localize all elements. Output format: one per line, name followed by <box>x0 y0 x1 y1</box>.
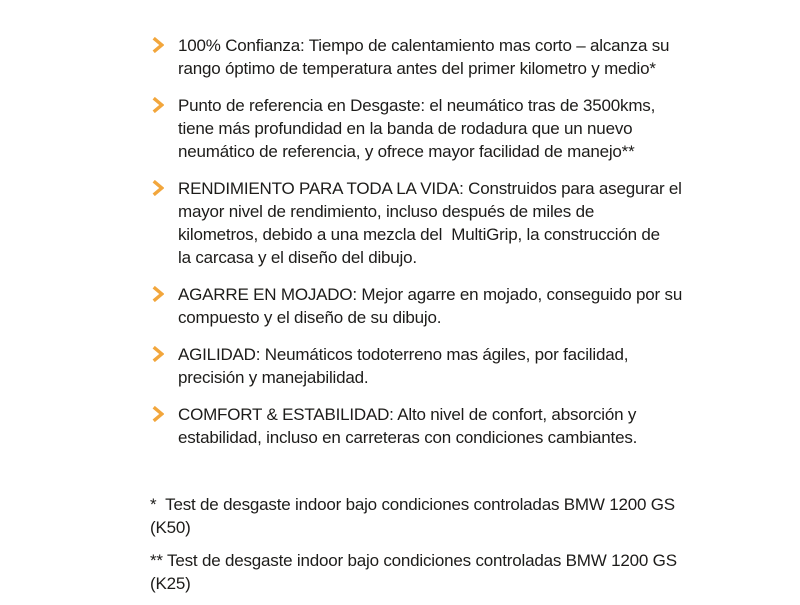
footnotes-section <box>150 493 770 595</box>
text-line: tiene más profundidad en la banda de rodadura que un nuevo <box>178 119 633 138</box>
footnote-text <box>150 493 770 539</box>
text-line: * Test de desgaste indoor bajo condiciones controladas BMW 1200 GS <box>150 495 675 514</box>
text-line: AGARRE EN MOJADO: Mejor agarre en mojado, conseguido por su <box>178 285 683 304</box>
list-item <box>152 177 770 269</box>
chevron-right-icon <box>152 97 164 113</box>
list-item <box>152 283 770 329</box>
text-line: compuesto y el diseño de su dibujo. <box>178 308 442 327</box>
text-line: ** Test de desgaste indoor bajo condiciones controladas BMW 1200 GS <box>150 551 677 570</box>
text-line: (K25) <box>150 574 191 593</box>
list-item <box>152 343 770 389</box>
bullet-text <box>178 94 655 163</box>
text-line: la carcasa y el diseño del dibujo. <box>178 248 417 267</box>
text-line: estabilidad, incluso en carreteras con condiciones cambiantes. <box>178 428 638 447</box>
text-line: 100% Confianza: Tiempo de calentamiento mas corto – alcanza su <box>178 36 670 55</box>
text-line: (K50) <box>150 518 191 537</box>
text-line: Punto de referencia en Desgaste: el neumático tras de 3500kms, <box>178 96 656 115</box>
bullet-text <box>178 177 682 269</box>
page-content <box>150 34 770 605</box>
chevron-right-icon <box>152 346 164 362</box>
bullet-text <box>178 343 628 389</box>
chevron-right-icon <box>152 37 164 53</box>
list-item <box>152 94 770 163</box>
footnote-text <box>150 549 770 595</box>
text-line: AGILIDAD: Neumáticos todoterreno mas ágiles, por facilidad, <box>178 345 629 364</box>
text-line: rango óptimo de temperatura antes del primer kilometro y medio* <box>178 59 656 78</box>
list-item <box>152 403 770 449</box>
text-line: precisión y manejabilidad. <box>178 368 369 387</box>
text-line: mayor nivel de rendimiento, incluso después de miles de <box>178 202 595 221</box>
bullet-text <box>178 283 682 329</box>
feature-bullet-list <box>150 34 770 449</box>
text-line: RENDIMIENTO PARA TODA LA VIDA: Construidos para asegurar el <box>178 179 682 198</box>
chevron-right-icon <box>152 406 164 422</box>
chevron-right-icon <box>152 286 164 302</box>
text-line: neumático de referencia, y ofrece mayor facilidad de manejo** <box>178 142 635 161</box>
text-line: COMFORT & ESTABILIDAD: Alto nivel de confort, absorción y <box>178 405 637 424</box>
bullet-text <box>178 34 669 80</box>
chevron-right-icon <box>152 180 164 196</box>
text-line: kilometros, debido a una mezcla del MultiGrip, la construcción de <box>178 225 660 244</box>
bullet-text <box>178 403 637 449</box>
list-item <box>152 34 770 80</box>
